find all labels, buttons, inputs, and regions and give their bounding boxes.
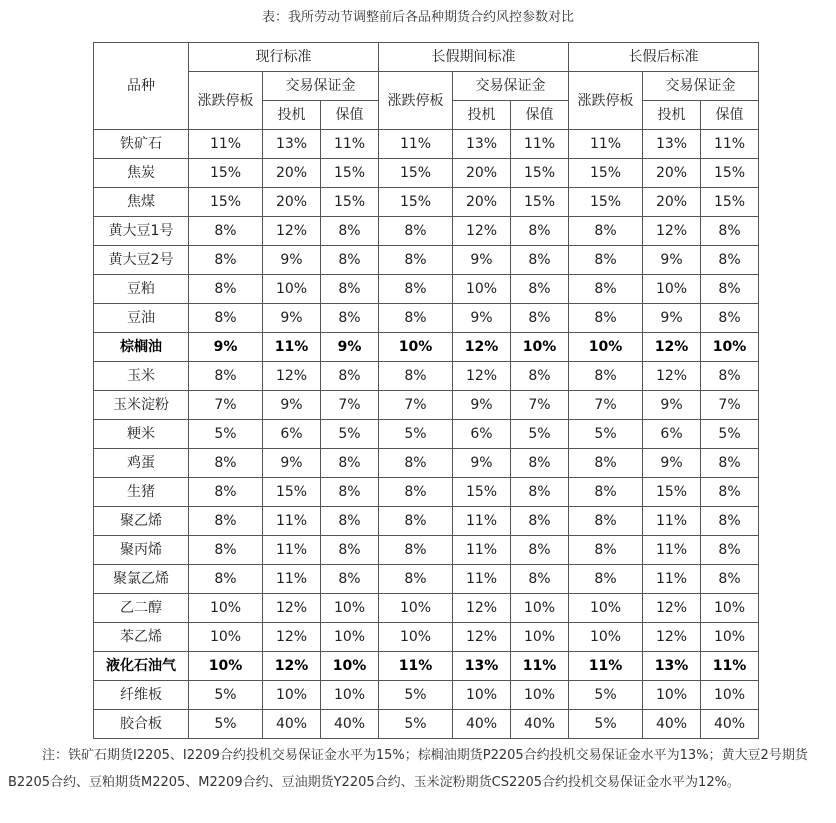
value-cell: 5% xyxy=(701,420,759,449)
value-cell: 15% xyxy=(453,478,511,507)
value-cell: 10% xyxy=(379,333,453,362)
value-cell: 10% xyxy=(189,623,263,652)
variety-name: 玉米淀粉 xyxy=(94,391,189,420)
value-cell: 8% xyxy=(569,246,643,275)
value-cell: 8% xyxy=(701,275,759,304)
header-limit: 涨跌停板 xyxy=(189,72,263,130)
value-cell: 10% xyxy=(569,594,643,623)
value-cell: 8% xyxy=(189,449,263,478)
value-cell: 10% xyxy=(511,594,569,623)
variety-name: 胶合板 xyxy=(94,710,189,739)
table-row xyxy=(94,710,759,739)
value-cell: 11% xyxy=(321,130,379,159)
value-cell: 11% xyxy=(453,565,511,594)
value-cell: 20% xyxy=(263,159,321,188)
value-cell: 11% xyxy=(701,130,759,159)
value-cell: 11% xyxy=(643,507,701,536)
table-row xyxy=(94,507,759,536)
value-cell: 8% xyxy=(569,478,643,507)
variety-name: 焦炭 xyxy=(94,159,189,188)
table-row xyxy=(94,333,759,362)
value-cell: 12% xyxy=(453,217,511,246)
value-cell: 12% xyxy=(643,623,701,652)
value-cell: 7% xyxy=(569,391,643,420)
value-cell: 8% xyxy=(189,478,263,507)
value-cell: 13% xyxy=(453,130,511,159)
value-cell: 11% xyxy=(701,652,759,681)
value-cell: 8% xyxy=(701,565,759,594)
value-cell: 9% xyxy=(643,304,701,333)
value-cell: 8% xyxy=(189,275,263,304)
value-cell: 11% xyxy=(511,130,569,159)
value-cell: 10% xyxy=(643,681,701,710)
value-cell: 8% xyxy=(379,507,453,536)
table-row xyxy=(94,130,759,159)
header-group-holiday: 长假期间标准 xyxy=(379,43,569,72)
value-cell: 9% xyxy=(321,333,379,362)
value-cell: 11% xyxy=(511,652,569,681)
header-hedge: 保值 xyxy=(321,101,379,130)
value-cell: 20% xyxy=(643,188,701,217)
value-cell: 15% xyxy=(379,159,453,188)
value-cell: 7% xyxy=(189,391,263,420)
value-cell: 13% xyxy=(263,130,321,159)
value-cell: 12% xyxy=(263,362,321,391)
variety-name: 豆油 xyxy=(94,304,189,333)
value-cell: 9% xyxy=(453,391,511,420)
value-cell: 11% xyxy=(453,507,511,536)
value-cell: 11% xyxy=(263,536,321,565)
value-cell: 20% xyxy=(643,159,701,188)
value-cell: 12% xyxy=(643,217,701,246)
table-row xyxy=(94,275,759,304)
table-row xyxy=(94,188,759,217)
table-body xyxy=(94,130,759,739)
header-spec: 投机 xyxy=(453,101,511,130)
value-cell: 8% xyxy=(189,246,263,275)
value-cell: 8% xyxy=(701,304,759,333)
value-cell: 8% xyxy=(701,217,759,246)
value-cell: 7% xyxy=(321,391,379,420)
value-cell: 9% xyxy=(453,449,511,478)
header-group-current: 现行标准 xyxy=(189,43,379,72)
value-cell: 8% xyxy=(321,304,379,333)
value-cell: 9% xyxy=(189,333,263,362)
value-cell: 5% xyxy=(379,710,453,739)
value-cell: 11% xyxy=(189,130,263,159)
header-hedge: 保值 xyxy=(701,101,759,130)
table-row xyxy=(94,594,759,623)
value-cell: 12% xyxy=(643,594,701,623)
value-cell: 10% xyxy=(643,275,701,304)
header-limit: 涨跌停板 xyxy=(379,72,453,130)
value-cell: 9% xyxy=(263,246,321,275)
value-cell: 11% xyxy=(453,536,511,565)
value-cell: 8% xyxy=(569,304,643,333)
value-cell: 8% xyxy=(321,217,379,246)
value-cell: 13% xyxy=(643,652,701,681)
variety-name: 黄大豆2号 xyxy=(94,246,189,275)
variety-name: 生猪 xyxy=(94,478,189,507)
value-cell: 10% xyxy=(321,681,379,710)
value-cell: 8% xyxy=(511,246,569,275)
value-cell: 40% xyxy=(263,710,321,739)
value-cell: 11% xyxy=(379,652,453,681)
value-cell: 10% xyxy=(263,681,321,710)
value-cell: 10% xyxy=(453,681,511,710)
value-cell: 9% xyxy=(643,449,701,478)
value-cell: 15% xyxy=(321,159,379,188)
value-cell: 15% xyxy=(263,478,321,507)
table-row xyxy=(94,362,759,391)
value-cell: 8% xyxy=(321,275,379,304)
value-cell: 5% xyxy=(321,420,379,449)
variety-name: 聚丙烯 xyxy=(94,536,189,565)
value-cell: 13% xyxy=(453,652,511,681)
value-cell: 8% xyxy=(379,478,453,507)
value-cell: 8% xyxy=(511,507,569,536)
value-cell: 9% xyxy=(263,449,321,478)
value-cell: 12% xyxy=(643,362,701,391)
table-row xyxy=(94,420,759,449)
value-cell: 8% xyxy=(379,565,453,594)
value-cell: 10% xyxy=(701,681,759,710)
value-cell: 5% xyxy=(569,681,643,710)
value-cell: 8% xyxy=(189,536,263,565)
table-row xyxy=(94,565,759,594)
value-cell: 8% xyxy=(511,449,569,478)
value-cell: 8% xyxy=(379,536,453,565)
table-row xyxy=(94,246,759,275)
value-cell: 8% xyxy=(511,362,569,391)
value-cell: 8% xyxy=(189,565,263,594)
value-cell: 8% xyxy=(569,362,643,391)
value-cell: 10% xyxy=(321,623,379,652)
variety-name: 乙二醇 xyxy=(94,594,189,623)
value-cell: 8% xyxy=(189,304,263,333)
value-cell: 10% xyxy=(511,623,569,652)
value-cell: 8% xyxy=(189,507,263,536)
variety-name: 液化石油气 xyxy=(94,652,189,681)
value-cell: 8% xyxy=(701,362,759,391)
value-cell: 10% xyxy=(379,623,453,652)
value-cell: 8% xyxy=(511,478,569,507)
header-margin: 交易保证金 xyxy=(453,72,569,101)
value-cell: 8% xyxy=(701,536,759,565)
value-cell: 8% xyxy=(569,536,643,565)
value-cell: 5% xyxy=(189,420,263,449)
value-cell: 15% xyxy=(379,188,453,217)
value-cell: 15% xyxy=(569,159,643,188)
value-cell: 11% xyxy=(643,565,701,594)
value-cell: 12% xyxy=(263,217,321,246)
value-cell: 15% xyxy=(189,188,263,217)
value-cell: 10% xyxy=(511,333,569,362)
value-cell: 11% xyxy=(263,507,321,536)
value-cell: 15% xyxy=(321,188,379,217)
value-cell: 11% xyxy=(379,130,453,159)
risk-parameter-table xyxy=(93,42,759,739)
value-cell: 5% xyxy=(379,681,453,710)
variety-name: 聚乙烯 xyxy=(94,507,189,536)
value-cell: 5% xyxy=(569,420,643,449)
variety-name: 棕榈油 xyxy=(94,333,189,362)
table-row xyxy=(94,304,759,333)
value-cell: 10% xyxy=(701,594,759,623)
header-spec: 投机 xyxy=(643,101,701,130)
value-cell: 8% xyxy=(379,217,453,246)
header-group-after: 长假后标准 xyxy=(569,43,759,72)
value-cell: 5% xyxy=(379,420,453,449)
value-cell: 13% xyxy=(643,130,701,159)
value-cell: 15% xyxy=(511,159,569,188)
value-cell: 5% xyxy=(569,710,643,739)
value-cell: 8% xyxy=(321,507,379,536)
value-cell: 8% xyxy=(569,449,643,478)
value-cell: 8% xyxy=(321,565,379,594)
header-spec: 投机 xyxy=(263,101,321,130)
variety-name: 聚氯乙烯 xyxy=(94,565,189,594)
value-cell: 8% xyxy=(321,362,379,391)
value-cell: 7% xyxy=(379,391,453,420)
value-cell: 8% xyxy=(511,536,569,565)
value-cell: 10% xyxy=(189,594,263,623)
value-cell: 11% xyxy=(569,130,643,159)
header-margin: 交易保证金 xyxy=(643,72,759,101)
table-row xyxy=(94,681,759,710)
table-row xyxy=(94,449,759,478)
value-cell: 5% xyxy=(189,710,263,739)
value-cell: 9% xyxy=(453,304,511,333)
value-cell: 12% xyxy=(453,362,511,391)
value-cell: 20% xyxy=(453,159,511,188)
value-cell: 8% xyxy=(701,449,759,478)
variety-name: 苯乙烯 xyxy=(94,623,189,652)
value-cell: 40% xyxy=(453,710,511,739)
value-cell: 10% xyxy=(701,623,759,652)
value-cell: 6% xyxy=(643,420,701,449)
value-cell: 10% xyxy=(263,275,321,304)
value-cell: 12% xyxy=(263,623,321,652)
value-cell: 8% xyxy=(379,304,453,333)
value-cell: 11% xyxy=(263,333,321,362)
value-cell: 15% xyxy=(189,159,263,188)
table-row xyxy=(94,159,759,188)
footnote: 注：铁矿石期货I2205、I2209合约投机交易保证金水平为15%；棕榈油期货P2205合约投机交易保证金水平为13%；黄大豆2号期货B2205合约、豆粕期货M2205、M2209合约、豆油期货Y2205合约、玉米淀粉期货CS2205合约投机交易保证金水平为12%。 xyxy=(8,748,808,790)
value-cell: 15% xyxy=(701,159,759,188)
variety-name: 焦煤 xyxy=(94,188,189,217)
value-cell: 12% xyxy=(453,333,511,362)
value-cell: 7% xyxy=(511,391,569,420)
table-row xyxy=(94,652,759,681)
value-cell: 8% xyxy=(379,246,453,275)
value-cell: 15% xyxy=(569,188,643,217)
value-cell: 8% xyxy=(321,536,379,565)
value-cell: 8% xyxy=(321,449,379,478)
value-cell: 8% xyxy=(511,304,569,333)
value-cell: 5% xyxy=(189,681,263,710)
value-cell: 8% xyxy=(511,565,569,594)
value-cell: 12% xyxy=(453,623,511,652)
value-cell: 6% xyxy=(453,420,511,449)
value-cell: 40% xyxy=(321,710,379,739)
header-row-2 xyxy=(94,72,759,101)
variety-name: 鸡蛋 xyxy=(94,449,189,478)
value-cell: 8% xyxy=(189,217,263,246)
value-cell: 12% xyxy=(453,594,511,623)
value-cell: 8% xyxy=(321,478,379,507)
value-cell: 10% xyxy=(701,333,759,362)
variety-name: 黄大豆1号 xyxy=(94,217,189,246)
value-cell: 15% xyxy=(511,188,569,217)
variety-name: 铁矿石 xyxy=(94,130,189,159)
value-cell: 6% xyxy=(263,420,321,449)
value-cell: 10% xyxy=(321,652,379,681)
table-row xyxy=(94,391,759,420)
value-cell: 15% xyxy=(643,478,701,507)
value-cell: 10% xyxy=(379,594,453,623)
table-row xyxy=(94,217,759,246)
value-cell: 8% xyxy=(189,362,263,391)
value-cell: 8% xyxy=(511,275,569,304)
value-cell: 11% xyxy=(263,565,321,594)
value-cell: 8% xyxy=(701,478,759,507)
header-margin: 交易保证金 xyxy=(263,72,379,101)
table-caption: 表：我所劳动节调整前后各品种期货合约风控参数对比 xyxy=(261,10,574,25)
value-cell: 9% xyxy=(643,391,701,420)
value-cell: 11% xyxy=(643,536,701,565)
variety-name: 玉米 xyxy=(94,362,189,391)
variety-name: 纤维板 xyxy=(94,681,189,710)
value-cell: 8% xyxy=(379,362,453,391)
variety-name: 豆粕 xyxy=(94,275,189,304)
value-cell: 10% xyxy=(569,333,643,362)
value-cell: 8% xyxy=(569,565,643,594)
value-cell: 40% xyxy=(643,710,701,739)
value-cell: 8% xyxy=(701,507,759,536)
value-cell: 10% xyxy=(511,681,569,710)
header-hedge: 保值 xyxy=(511,101,569,130)
header-limit: 涨跌停板 xyxy=(569,72,643,130)
value-cell: 10% xyxy=(321,594,379,623)
table-row xyxy=(94,478,759,507)
value-cell: 8% xyxy=(321,246,379,275)
value-cell: 20% xyxy=(263,188,321,217)
value-cell: 9% xyxy=(453,246,511,275)
value-cell: 12% xyxy=(263,652,321,681)
value-cell: 8% xyxy=(701,246,759,275)
value-cell: 15% xyxy=(701,188,759,217)
value-cell: 12% xyxy=(643,333,701,362)
value-cell: 9% xyxy=(643,246,701,275)
header-row-1 xyxy=(94,43,759,72)
value-cell: 20% xyxy=(453,188,511,217)
value-cell: 8% xyxy=(379,449,453,478)
value-cell: 11% xyxy=(569,652,643,681)
value-cell: 8% xyxy=(569,217,643,246)
value-cell: 8% xyxy=(569,507,643,536)
value-cell: 40% xyxy=(511,710,569,739)
value-cell: 10% xyxy=(189,652,263,681)
value-cell: 9% xyxy=(263,391,321,420)
table-row xyxy=(94,536,759,565)
value-cell: 8% xyxy=(379,275,453,304)
value-cell: 10% xyxy=(453,275,511,304)
value-cell: 7% xyxy=(701,391,759,420)
value-cell: 5% xyxy=(511,420,569,449)
value-cell: 40% xyxy=(701,710,759,739)
table-row xyxy=(94,623,759,652)
value-cell: 8% xyxy=(569,275,643,304)
variety-name: 粳米 xyxy=(94,420,189,449)
value-cell: 8% xyxy=(511,217,569,246)
value-cell: 12% xyxy=(263,594,321,623)
value-cell: 10% xyxy=(569,623,643,652)
header-variety: 品种 xyxy=(94,43,189,130)
value-cell: 9% xyxy=(263,304,321,333)
